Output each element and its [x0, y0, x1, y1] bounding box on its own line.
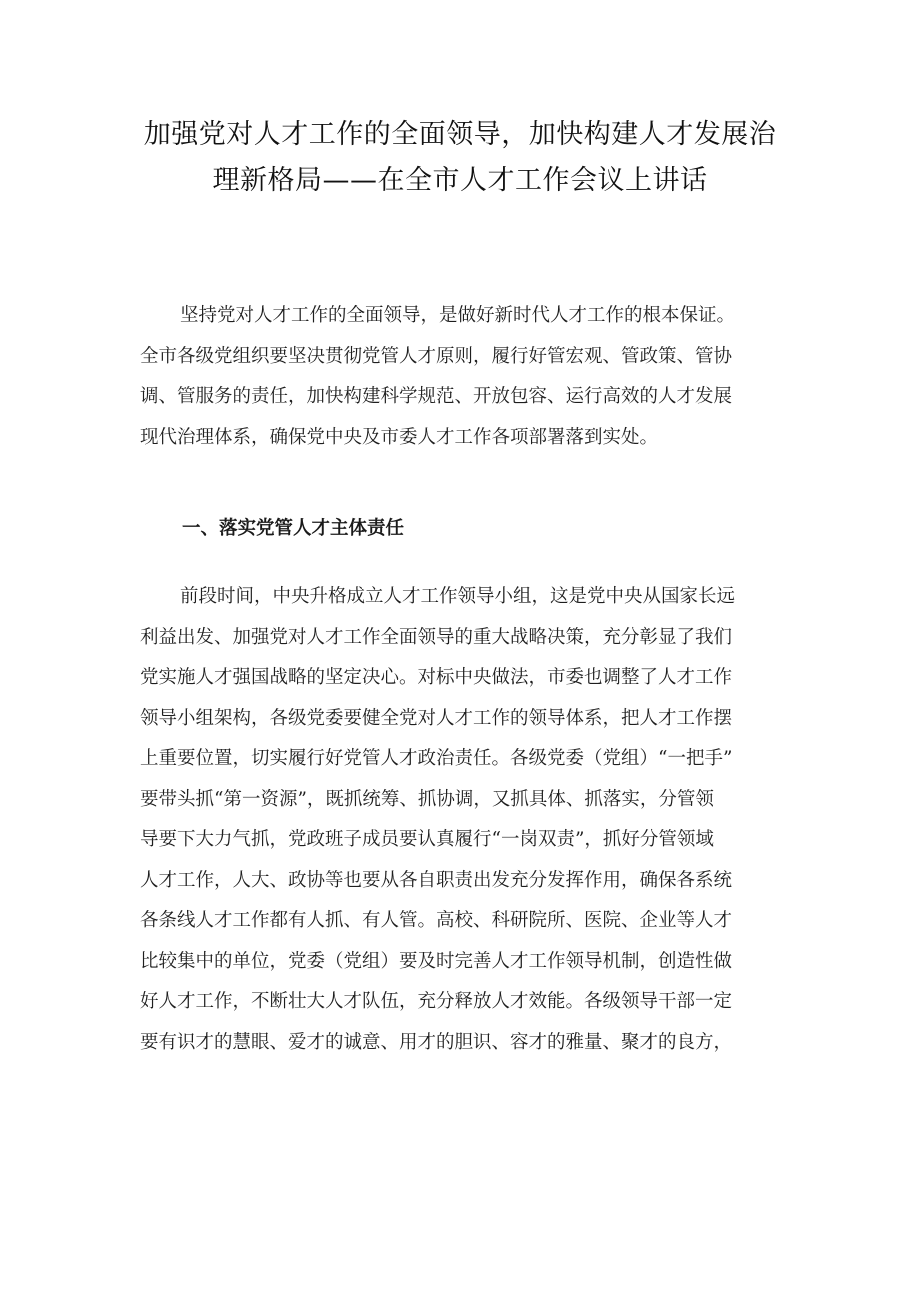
paragraph-line: 党实施人才强国战略的坚定决心。对标中央做法，市委也调整了人才工作	[140, 667, 733, 688]
paragraph-line: 调、管服务的责任，加快构建科学规范、开放包容、运行高效的人才发展	[140, 386, 733, 407]
paragraph-section1	[140, 577, 800, 1063]
paragraph-line: 导要下大力气抓，党政班子成员要认真履行“一岗双责”，抓好分管领域	[140, 829, 714, 850]
paragraph-line: 各条线人才工作都有人抓、有人管。高校、科研院所、医院、企业等人才	[140, 910, 733, 931]
title-line-2: 理新格局——在全市人才工作会议上讲话	[212, 165, 708, 196]
paragraph-line: 坚持党对人才工作的全面领导，是做好新时代人才工作的根本保证。	[180, 305, 736, 326]
paragraph-line: 要有识才的慧眼、爱才的诚意、用才的胆识、容才的雅量、聚才的良方，	[140, 1031, 733, 1053]
paragraph-line: 人才工作，人大、政协等也要从各自职责出发充分发挥作用，确保各系统	[140, 869, 733, 891]
paragraph-line: 领导小组架构，各级党委要健全党对人才工作的领导体系，把人才工作摆	[140, 707, 733, 729]
paragraph-line: 全市各级党组织要坚决贯彻党管人才原则，履行好管宏观、管政策、管协	[140, 345, 733, 367]
title-line-1: 加强党对人才工作的全面领导，加快构建人才发展治	[143, 119, 777, 150]
section-heading: 一、落实党管人才主体责任	[182, 518, 405, 539]
document-title	[130, 112, 790, 204]
paragraph-line: 要带头抓“第一资源”，既抓统筹、抓协调，又抓具体、抓落实，分管领	[140, 788, 714, 810]
paragraph-line: 比较集中的单位，党委（党组）要及时完善人才工作领导机制，创造性做	[140, 950, 733, 972]
paragraph-line: 前段时间，中央升格成立人才工作领导小组，这是党中央从国家长远	[180, 586, 736, 607]
paragraph-intro	[140, 296, 800, 458]
paragraph-line: 利益出发、加强党对人才工作全面领导的重大战略决策，充分彰显了我们	[140, 626, 733, 648]
paragraph-line: 现代治理体系，确保党中央及市委人才工作各项部署落到实处。	[140, 426, 659, 448]
paragraph-line: 上重要位置，切实履行好党管人才政治责任。各级党委（党组）“一把手”	[140, 748, 733, 769]
paragraph-line: 好人才工作，不断壮大人才队伍，充分释放人才效能。各级领导干部一定	[140, 991, 733, 1012]
